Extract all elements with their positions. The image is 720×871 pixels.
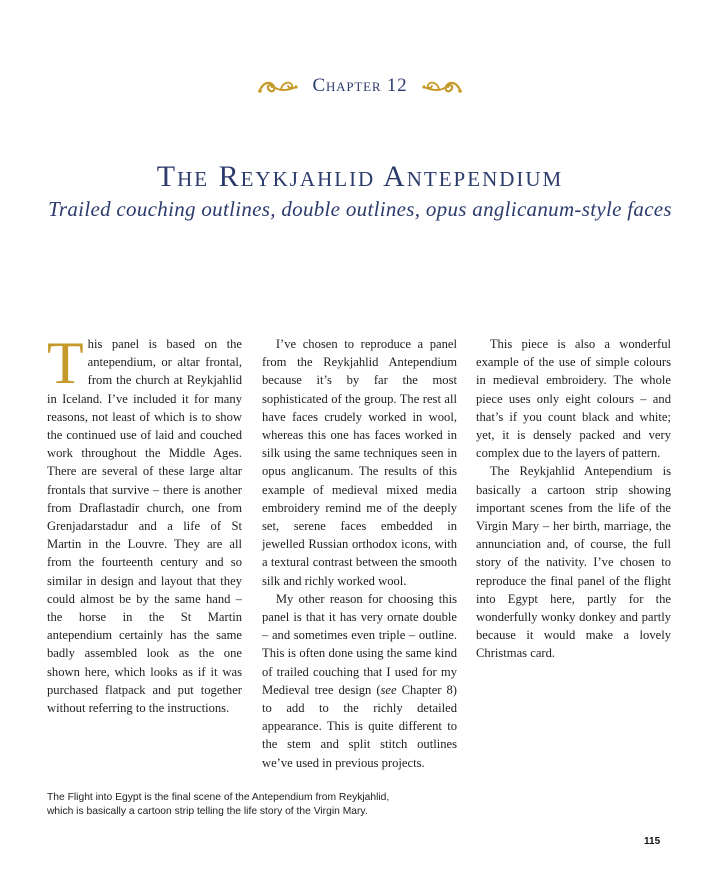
paragraph-3-text-b: Chapter 8) to add to the richly detailed appearance. This is quite different to the stem and split stitch outlines we’ve used in previous projects.: [262, 682, 457, 770]
paragraph-3-text-a: My other reason for choosing this panel is that it has very ornate double – and sometimes even triple – outline. This is often done using the same kind of trailed couching that I used for my Medieval tree design (: [262, 591, 457, 697]
body-column-1: [47, 330, 242, 717]
page-subtitle: Trailed couching outlines, double outlines, opus anglicanum-style faces: [48, 197, 672, 221]
figure-caption: The Flight into Egypt is the final scene of the Antependium from Reykjahlid, which is basically a cartoon strip telling the life story of the Virgin Mary.: [47, 792, 390, 817]
chapter-header: [0, 74, 720, 98]
paragraph-5: The Reykjahlid Antependium is basically a cartoon strip showing important scenes from the life of the Virgin Mary – her birth, marriage, the annunciation and, of course, the full story of the nativity. I’ve chosen to reproduce the final panel of the flight into Egypt here, partly for the wonderfully wonky donkey and partly because it would make a lovely Christmas card.: [476, 464, 671, 661]
paragraph-3-see: see: [380, 682, 397, 697]
paragraph-3: [262, 590, 457, 772]
paragraph-1-text: his panel is based on the antependium, or altar frontal, from the church at Reykjahlid in Iceland. I’ve included it for many reasons, not least of which is to show the continued use of laid and couched work throughout the Middle Ages. There are several of these large altar frontals that survive – there is another from Draflastadir church, one from Grenjadarstadur and a life of St Martin in the Louvre. They are all from the fourteenth century and so similar in design and layout that they could almost be by the same hand – the horse in the St Martin antependium certainly has the same badly assembled look as the one shown here, which looks as if it was purchased flatpack and put together without referring to the instructions.: [47, 337, 242, 716]
body-column-3: [476, 335, 671, 663]
page-title: The Reykjahlid Antependium: [156, 160, 564, 193]
left-ornament-icon: [257, 76, 299, 96]
right-ornament-icon: [421, 76, 463, 96]
body-column-2: [262, 335, 457, 772]
chapter-label: Chapter 12: [312, 75, 408, 96]
paragraph-2: I’ve chosen to reproduce a panel from the Reykjahlid Antependium because it’s by far the most sophisticated of the group. The rest all have faces crudely worked in wool, whereas this one has faces worked in silk using the same techniques seen in opus anglicanum. The results of this example of medieval mixed media embroidery remind me of the deeply set, serene faces embedded in jewelled Russian orthodox icons, with a textural contrast between the smooth silk and richly worked wool.: [262, 337, 457, 588]
paragraph-1: [47, 330, 242, 717]
page-number: 115: [644, 836, 661, 847]
paragraph-4: This piece is also a wonderful example of the use of simple colours in medieval embroidery. The whole piece uses only eight colours – and that’s if you count black and white; yet, it is densely packed and very complex due to the layers of pattern.: [476, 337, 671, 461]
drop-cap: T: [47, 330, 84, 396]
